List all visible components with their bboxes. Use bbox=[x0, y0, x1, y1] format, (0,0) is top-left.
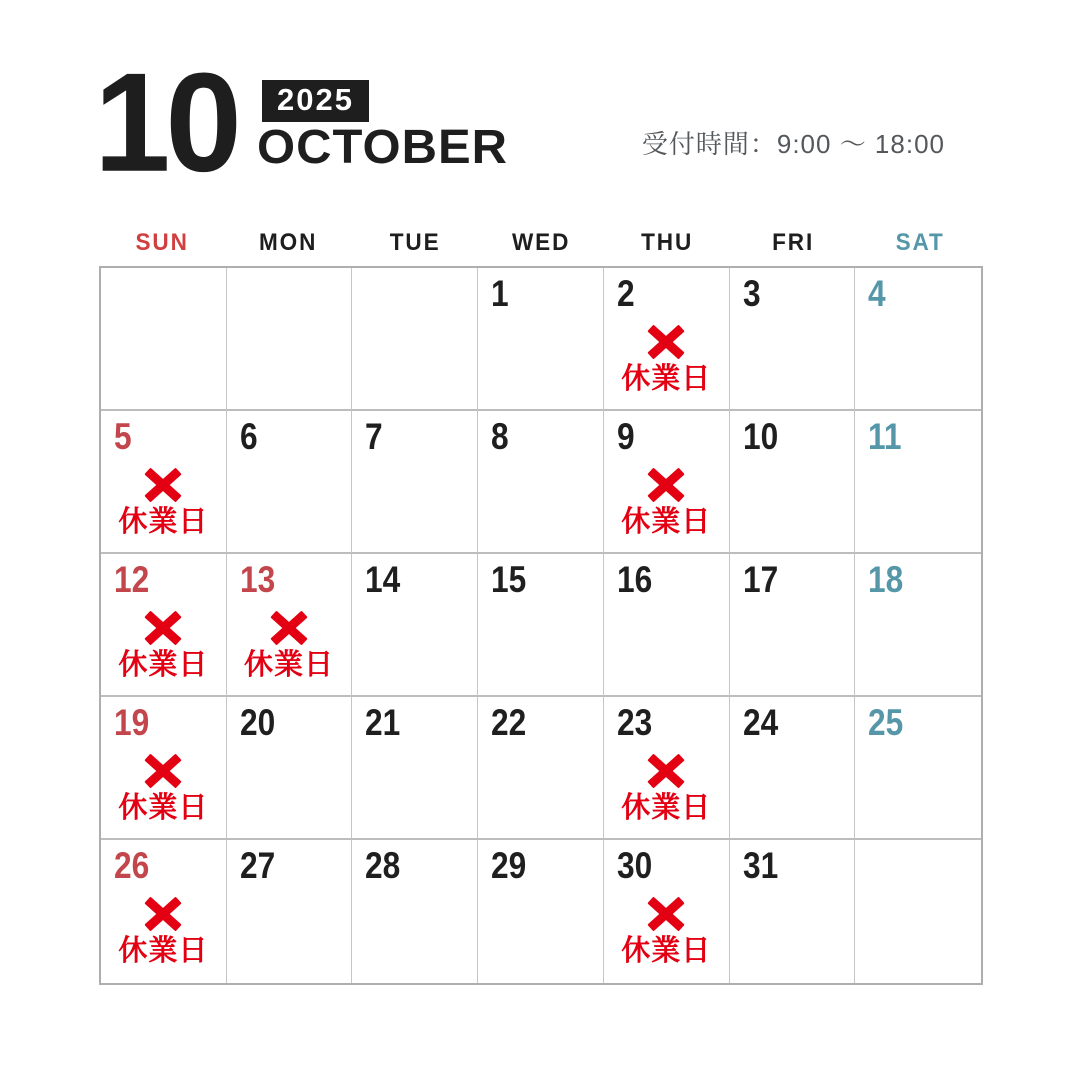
closed-x-icon bbox=[648, 898, 684, 930]
day-cell bbox=[855, 697, 981, 840]
day-cell bbox=[604, 411, 730, 554]
day-cell bbox=[352, 554, 478, 697]
date-number: 1 bbox=[491, 271, 509, 315]
day-cell bbox=[478, 697, 604, 840]
day-cell bbox=[478, 268, 604, 411]
closed-day-label: 休業日 bbox=[621, 506, 712, 538]
date-number: 6 bbox=[239, 414, 258, 458]
date-number: 2 bbox=[616, 271, 635, 315]
day-cell bbox=[604, 840, 730, 983]
day-cell bbox=[730, 268, 856, 411]
closed-day-marker bbox=[101, 469, 226, 537]
weekday-label-sun: SUN bbox=[135, 228, 189, 257]
day-cell bbox=[478, 411, 604, 554]
day-cell bbox=[227, 697, 353, 840]
day-cell bbox=[352, 840, 478, 983]
closed-x-icon bbox=[271, 612, 307, 644]
day-cell bbox=[478, 840, 604, 983]
closed-day-marker bbox=[604, 755, 729, 823]
date-number: 11 bbox=[868, 414, 902, 458]
date-number: 25 bbox=[868, 700, 904, 744]
closed-x-icon bbox=[145, 755, 181, 787]
day-cell bbox=[227, 554, 353, 697]
day-cell bbox=[101, 268, 227, 411]
day-cell bbox=[227, 840, 353, 983]
closed-x-icon bbox=[145, 898, 181, 930]
day-cell bbox=[604, 554, 730, 697]
weekday-label-thu: THU bbox=[641, 228, 694, 257]
day-cell bbox=[352, 697, 478, 840]
date-number: 22 bbox=[491, 700, 527, 744]
weekday-label-wed: WED bbox=[511, 228, 571, 257]
day-cell bbox=[730, 554, 856, 697]
day-cell bbox=[227, 411, 353, 554]
date-number: 23 bbox=[616, 700, 653, 744]
closed-day-marker bbox=[604, 469, 729, 537]
weekday-header-row bbox=[99, 227, 983, 259]
date-number: 3 bbox=[742, 271, 761, 315]
day-cell bbox=[101, 554, 227, 697]
calendar-grid bbox=[99, 266, 983, 985]
date-number: 4 bbox=[868, 271, 886, 315]
date-number: 12 bbox=[114, 557, 150, 601]
month-name: OCTOBER bbox=[257, 121, 509, 174]
day-cell bbox=[101, 411, 227, 554]
closed-x-icon bbox=[648, 469, 684, 501]
date-number: 21 bbox=[365, 700, 401, 744]
date-number: 31 bbox=[742, 843, 778, 887]
closed-x-icon bbox=[648, 755, 684, 787]
closed-day-label: 休業日 bbox=[118, 506, 209, 538]
day-cell bbox=[478, 554, 604, 697]
weekday-label-mon: MON bbox=[259, 228, 318, 257]
closed-day-marker bbox=[604, 898, 729, 966]
closed-day-marker bbox=[604, 326, 729, 394]
date-number: 26 bbox=[114, 843, 150, 887]
year-badge: 2025 bbox=[262, 80, 369, 122]
date-number: 9 bbox=[616, 414, 635, 458]
closed-day-marker bbox=[101, 898, 226, 966]
closed-day-marker bbox=[227, 612, 352, 680]
date-number: 7 bbox=[365, 414, 384, 458]
day-cell bbox=[855, 554, 981, 697]
closed-day-marker bbox=[101, 612, 226, 680]
day-cell bbox=[730, 840, 856, 983]
day-cell bbox=[101, 840, 227, 983]
closed-day-label: 休業日 bbox=[118, 649, 209, 681]
date-number: 8 bbox=[491, 414, 509, 458]
month-number: 10 bbox=[94, 43, 237, 201]
day-cell bbox=[604, 268, 730, 411]
weekday-label-sat: SAT bbox=[895, 228, 945, 257]
closed-day-marker bbox=[101, 755, 226, 823]
day-cell bbox=[855, 268, 981, 411]
date-number: 18 bbox=[868, 557, 904, 601]
date-number: 20 bbox=[239, 700, 275, 744]
date-number: 24 bbox=[742, 700, 778, 744]
closed-day-label: 休業日 bbox=[621, 935, 712, 967]
day-cell bbox=[352, 411, 478, 554]
day-cell bbox=[855, 411, 981, 554]
closed-x-icon bbox=[648, 326, 684, 358]
day-cell bbox=[730, 697, 856, 840]
date-number: 14 bbox=[365, 557, 401, 601]
closed-day-label: 休業日 bbox=[118, 792, 209, 824]
date-number: 15 bbox=[491, 557, 527, 601]
date-number: 19 bbox=[114, 700, 150, 744]
date-number: 17 bbox=[742, 557, 778, 601]
date-number: 13 bbox=[239, 557, 275, 601]
date-number: 16 bbox=[616, 557, 653, 601]
date-number: 30 bbox=[616, 843, 653, 887]
weekday-label-fri: FRI bbox=[772, 228, 815, 257]
date-number: 28 bbox=[365, 843, 401, 887]
day-cell bbox=[730, 411, 856, 554]
closed-day-label: 休業日 bbox=[621, 363, 712, 395]
date-number: 27 bbox=[239, 843, 275, 887]
day-cell bbox=[604, 697, 730, 840]
date-number: 29 bbox=[491, 843, 527, 887]
weekday-label-tue: TUE bbox=[389, 228, 441, 257]
closed-day-label: 休業日 bbox=[621, 792, 712, 824]
closed-x-icon bbox=[145, 469, 181, 501]
day-cell bbox=[227, 268, 353, 411]
day-cell bbox=[855, 840, 981, 983]
closed-day-label: 休業日 bbox=[244, 649, 335, 681]
day-cell bbox=[101, 697, 227, 840]
closed-x-icon bbox=[145, 612, 181, 644]
day-cell bbox=[352, 268, 478, 411]
reception-hours: 受付時間：9:00 〜 18:00 bbox=[641, 129, 945, 159]
date-number: 5 bbox=[114, 414, 132, 458]
date-number: 10 bbox=[742, 414, 778, 458]
closed-day-label: 休業日 bbox=[118, 935, 209, 967]
